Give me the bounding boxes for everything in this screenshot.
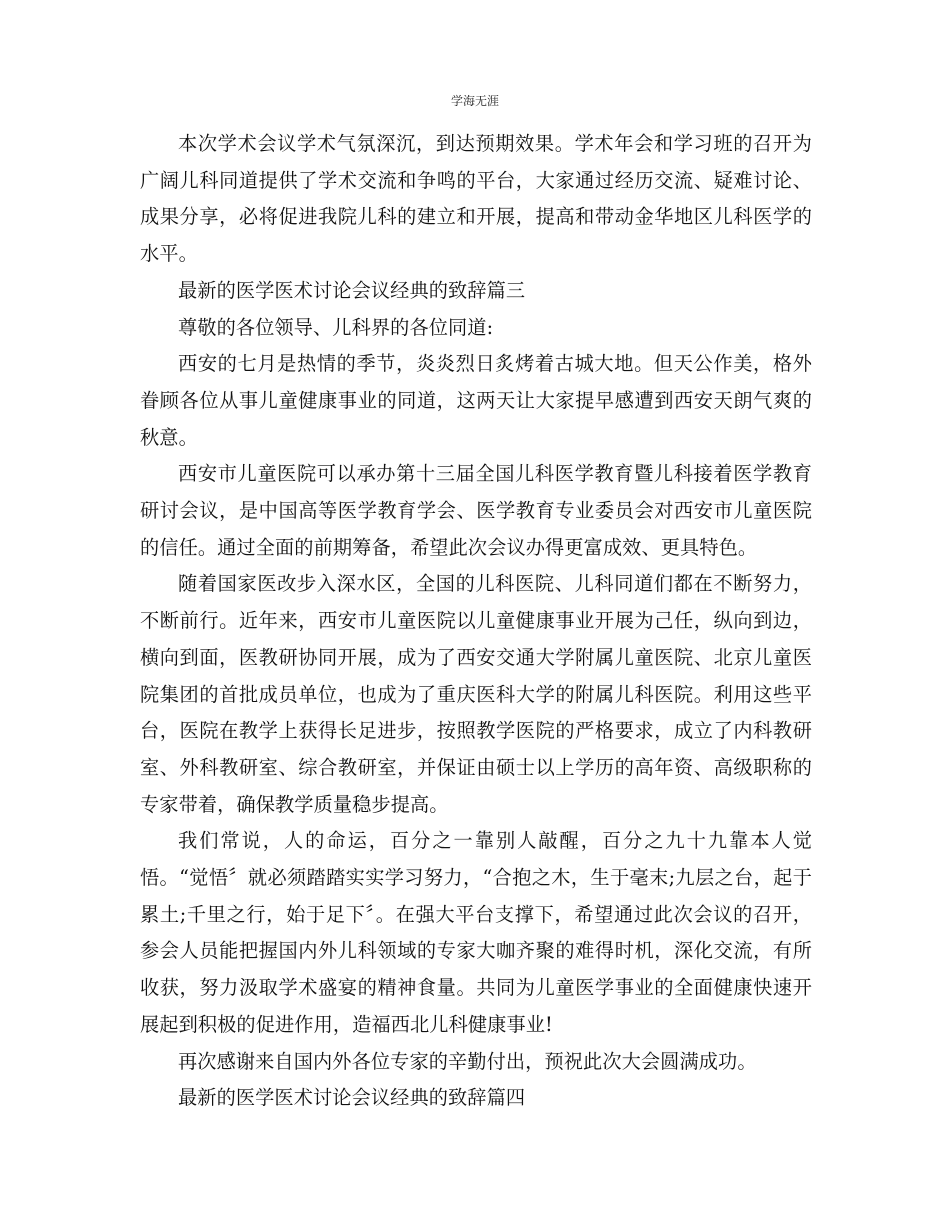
body-paragraph: 本次学术会议学术气氛深沉，到达预期效果。学术年会和学习班的召开为广阔儿科同道提供了学术交流和争鸣的平台，大家通过经历交流、疑难讨论、成果分享，必将促进我院儿科的建立和开展，提高和带动金华地区儿科医学的水平。 (140, 132, 812, 266)
salutation: 尊敬的各位领导、儿科界的各位同道: (178, 315, 494, 339)
section-heading: 最新的医学医术讨论会议经典的致辞篇四 (178, 1086, 526, 1110)
page-header: 学海无涯 (450, 94, 499, 108)
document-body (140, 126, 812, 1117)
body-paragraph: 我们常说，人的命运，百分之一靠别人敲醒，百分之九十九靠本人觉悟。“觉悟〞就必须踏踏实实学习努力，“合抱之木，生于毫末;九层之台，起于累土;千里之行，始于足下〞。在强大平台支撑下，希望通过此次会议的召开，参会人员能把握国内外儿科领域的专家大咖齐聚的难得时机，深化交流，有所收获，努力汲取学术盛宴的精神食量。共同为儿童医学事业的全面健康快速开展起到积极的促进作用，造福西北儿科健康事业! (140, 829, 812, 1036)
section-heading: 最新的医学医术讨论会议经典的致辞篇三 (178, 278, 526, 302)
closing-paragraph: 再次感谢来自国内外各位专家的辛勤付出，预祝此次大会圆满成功。 (178, 1049, 757, 1073)
body-paragraph: 西安市儿童医院可以承办第十三届全国儿科医学教育暨儿科接着医学教育研讨会议，是中国高等医学教育学会、医学教育专业委员会对西安市儿童医院的信任。通过全面的前期筹备，希望此次会议办得更富成效、更具特色。 (140, 462, 812, 559)
body-paragraph: 西安的七月是热情的季节，炎炎烈日炙烤着古城大地。但天公作美，格外眷顾各位从事儿童健康事业的同道，这两天让大家提早感遭到西安天朗气爽的秋意。 (140, 352, 812, 449)
body-paragraph: 随着国家医改步入深水区，全国的儿科医院、儿科同道们都在不断努力，不断前行。近年来，西安市儿童医院以儿童健康事业开展为己任，纵向到边，横向到面，医教研协同开展，成为了西安交通大学附属儿童医院、北京儿童医院集团的首批成员单位，也成为了重庆医科大学的附属儿科医院。利用这些平台，医院在教学上获得长足进步，按照教学医院的严格要求，成立了内科教研室、外科教研室、综合教研室，并保证由硕士以上学历的高年资、高级职称的专家带着，确保教学质量稳步提高。 (140, 572, 812, 816)
